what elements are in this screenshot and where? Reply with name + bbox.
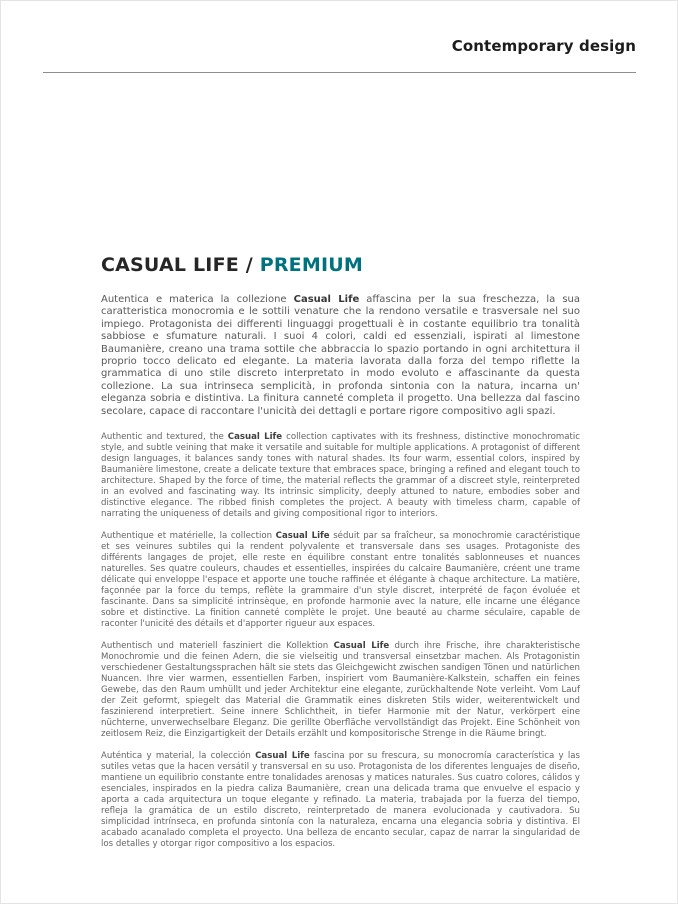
paragraph-text-before: Autentica e materica la collezione [101, 294, 294, 305]
paragraph-italian [101, 294, 580, 418]
paragraph-text-after: séduit par sa fraîcheur, sa monochromie caractéristique et ses veinures subtiles qui la rendent polyvalente et transversale dans ses usages. Protagoniste des différents langages de projet, elle reste en équilibre constant entre tonalités sablonneuses et nuances naturelles. Ses quatre couleurs, chaudes et essentielles, inspirées du calcaire Baumanière, créent une trame délicate qui enveloppe l'espace et apporte une touche raffinée et élégante à chaque architecture. La matière, façonnée par la force du temps, reflète la grammaire d'un style discret, interprété de façon évoluée et fascinante. Dans sa simplicité intrinsèque, en profonde harmonie avec la nature, elle incarne une élégance sobre et distinctive. La finition canneté complète le projet. Une beauté au charme séculaire, capable de raconter l'unicité des détails et d'apporter rigueur aux espaces. [101, 530, 580, 629]
brand-name: Casual Life [255, 750, 310, 761]
collection-name: CASUAL LIFE / [101, 254, 260, 276]
brand-name: Casual Life [293, 294, 360, 305]
collection-title [101, 254, 580, 277]
paragraph-text-after: collection captivates with its freshness, distinctive monochromatic style, and subtle veining that make it versatile and suitable for multiple applications. A protagonist of different design languages, it balances sandy tones with natural shades. Its four warm, essential colors, inspired by Baumanière limestone, create a delicate texture that embraces space, bringing a refined and elegant touch to architecture. Shaped by the force of time, the material reflects the grammar of a discreet style, reinterpreted in an evolved and fascinating way. Its intrinsic simplicity, deeply attuned to nature, embodies sober and distinctive elegance. The ribbed finish completes the project. A beauty with timeless charm, capable of narrating the uniqueness of details and giving compositional rigor to interiors. [101, 431, 580, 519]
paragraph-text-after: affascina per la sua freschezza, la sua caratteristica monocromia e le sottili venature che la rendono versatile e trasversale nel suo impiego. Protagonista dei differenti linguaggi progettuali è in costante equilibrio tra tonalità sabbiose e sfumature naturali. I suoi 4 colori, caldi ed essenziali, ispirati al limestone Baumanière, creano una trama sottile che abbraccia lo spazio portando in ogni architettura il proprio tocco delicato ed elegante. La materia lavorata dalla forza del tempo riflette la grammatica di uno stile discreto interpretato in modo evoluto e affascinante da questa collezione. La sua intrinseca semplicità, in profonda sintonia con la natura, incarna un' eleganza sobria e distintiva. La finitura canneté completa il progetto. Una bellezza dal fascino secolare, capace di raccontare l'unicità dei dettagli e portare rigore compositivo agli spazi. [101, 294, 580, 417]
brand-name: Casual Life [333, 640, 390, 651]
paragraph-text-before: Authentique et matérielle, la collection [101, 530, 276, 541]
brand-name: Casual Life [227, 431, 283, 442]
page-header-title: Contemporary design [451, 37, 636, 55]
collection-variant: PREMIUM [259, 254, 363, 276]
paragraph-text-before: Authentic and textured, the [101, 431, 228, 442]
header-divider [43, 72, 636, 73]
brand-name: Casual Life [275, 530, 330, 541]
paragraph-french [101, 531, 580, 630]
paragraph-text-after: fascina por su frescura, su monocromía característica y las sutiles vetas que la hacen versátil y transversal en su uso. Protagonista de los diferentes lenguajes de diseño, mantiene un equilibrio constante entre tonalidades arenosas y matices naturales. Sus cuatro colores, cálidos y esenciales, inspirados en la piedra caliza Baumanière, crean una delicada trama que envuelve el espacio y aporta a cada arquitectura un toque elegante y refinado. La materia, trabajada por la fuerza del tiempo, refleja la gramática de un estilo discreto, reinterpretado de manera evolucionada y cautivadora. Su simplicidad intrínseca, en profunda sintonía con la naturaleza, encarna una elegancia sobria y distintiva. El acabado acanalado completa el proyecto. Una belleza de encanto secular, capaz de narrar la singularidad de los detalles y otorgar rigor compositivo a los espacios. [101, 750, 580, 849]
page-content [101, 254, 580, 861]
paragraph-text-before: Auténtica y material, la colección [101, 750, 256, 761]
paragraph-english [101, 432, 580, 520]
paragraph-spanish [101, 751, 580, 850]
paragraph-text-after: durch ihre Frische, ihre charakteristische Monochromie und die feinen Adern, die sie vielseitig und transversal einsetzbar machen. Als Protagonistin verschiedener Gestaltungssprachen hält sie stets das Gleichgewicht zwischen sandigen Tönen und natürlichen Nuancen. Ihre vier warmen, essentiellen Farben, inspiriert vom Baumanière-Kalkstein, schaffen ein feines Gewebe, das den Raum umhüllt und jeder Architektur eine elegante, zurückhaltende Note verleiht. Vom Lauf der Zeit geformt, spiegelt das Material die Grammatik eines diskreten Stils wider, weiterentwickelt und faszinierend interpretiert. Seine innere Schlichtheit, in tiefer Harmonie mit der Natur, verkörpert eine nüchterne, unverwechselbare Eleganz. Die gerillte Oberfläche vervollständigt das Projekt. Eine Schönheit von zeitlosem Reiz, die Einzigartigkeit der Details erzählt und kompositorische Strenge in die Räume bringt. [101, 640, 580, 739]
page-header [43, 37, 636, 81]
paragraph-text-before: Authentisch und materiell fasziniert die Kollektion [101, 640, 334, 651]
paragraph-german [101, 641, 580, 740]
